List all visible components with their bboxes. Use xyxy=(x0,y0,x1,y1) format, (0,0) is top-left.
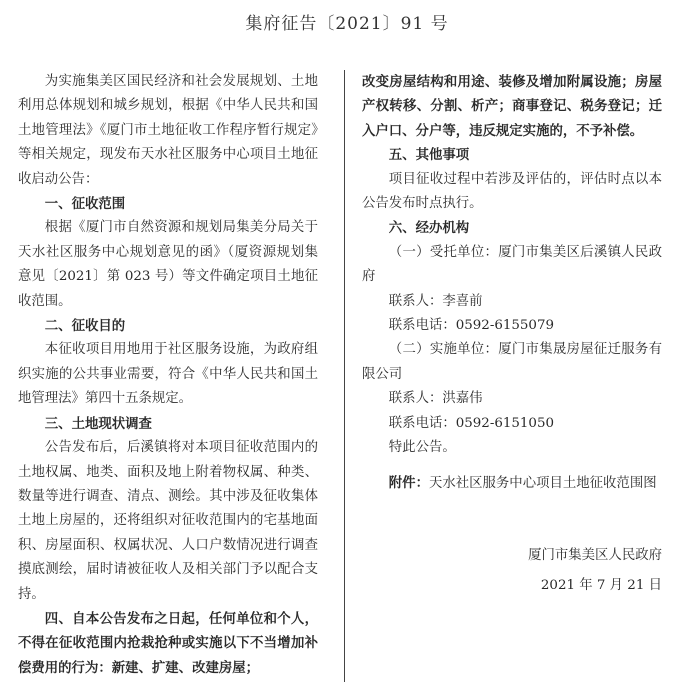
section-1-heading: 一、征收范围 xyxy=(44,196,126,213)
closing-line: 特此公告。 xyxy=(388,440,456,456)
section-4-start: 四、自本公告发布之日起，任何单位和个人，不得在征收范围内抢栽抢种或实施以下不当增加补偿费用的行为：新建、扩建、改建房屋； xyxy=(18,610,318,676)
contact-phone-2: 联系电话：0592-6151050 xyxy=(388,415,554,431)
contact-person-1: 联系人：李喜前 xyxy=(388,293,483,309)
section-2-body: 本征收项目用地用于社区服务设施，为政府组织实施的公共事业需要，符合《中华人民共和国土地管理法》第四十五条规定。 xyxy=(18,342,318,407)
entrusted-unit: （一）受托单位：厦门市集美区后溪镇人民政府 xyxy=(362,244,662,285)
right-column xyxy=(362,70,662,599)
issuer-signature: 厦门市集美区人民政府 xyxy=(528,547,662,563)
attachment-label: 附件： xyxy=(388,474,429,491)
contact-person-2: 联系人：洪嘉伟 xyxy=(388,391,483,407)
left-column xyxy=(18,70,318,680)
section-5-body: 项目征收过程中若涉及评估的，评估时点以本公告发布时点执行。 xyxy=(362,171,662,212)
contact-phone-1: 联系电话：0592-6155079 xyxy=(388,318,554,334)
column-divider xyxy=(344,70,345,682)
implementing-unit: （二）实施单位：厦门市集晟房屋征迁服务有限公司 xyxy=(362,342,662,382)
section-2-heading: 二、征收目的 xyxy=(44,318,126,335)
section-4-continued: 改变房屋结构和用途、装修及增加附属设施；房屋产权转移、分割、析产；商事登记、税务登记；迁入户口、分户等，违反规定实施的，不予补偿。 xyxy=(362,74,662,139)
section-6-heading: 六、经办机构 xyxy=(388,220,470,237)
section-3-heading: 三、土地现状调查 xyxy=(44,415,152,432)
issue-date: 2021 年 7 月 21 日 xyxy=(540,578,662,594)
attachment-text: 天水社区服务中心项目土地征收范围图 xyxy=(428,475,657,491)
attachment-note xyxy=(362,471,662,496)
document-number: 集府征告〔2021〕91 号 xyxy=(245,14,449,34)
intro-paragraph: 为实施集美区国民经济和社会发展规划、土地利用总体规划和城乡规划，根据《中华人民共和国土地管理法》《厦门市土地征收工作程序暂行规定》等相关规定，现发布天水社区服务中心项目土地征收启动公告： xyxy=(18,74,318,187)
section-3-body: 公告发布后，后溪镇将对本项目征收范围内的土地权属、地类、面积及地上附着物权属、种类、数量等进行调查、清点、测绘。其中涉及征收集体土地上房屋的，还将组织对征收范围内的宅基地面积、房屋面积、权属状况、人口户数情况进行调查摸底测绘，届时请被征收人及相关部门予以配合支持。 xyxy=(18,440,318,602)
section-5-heading: 五、其他事项 xyxy=(388,147,470,164)
section-1-body: 根据《厦门市自然资源和规划局集美分局关于天水社区服务中心规划意见的函》（厦资源规划集意见〔2021〕第 023 号）等文件确定项目土地征收范围。 xyxy=(18,220,318,309)
